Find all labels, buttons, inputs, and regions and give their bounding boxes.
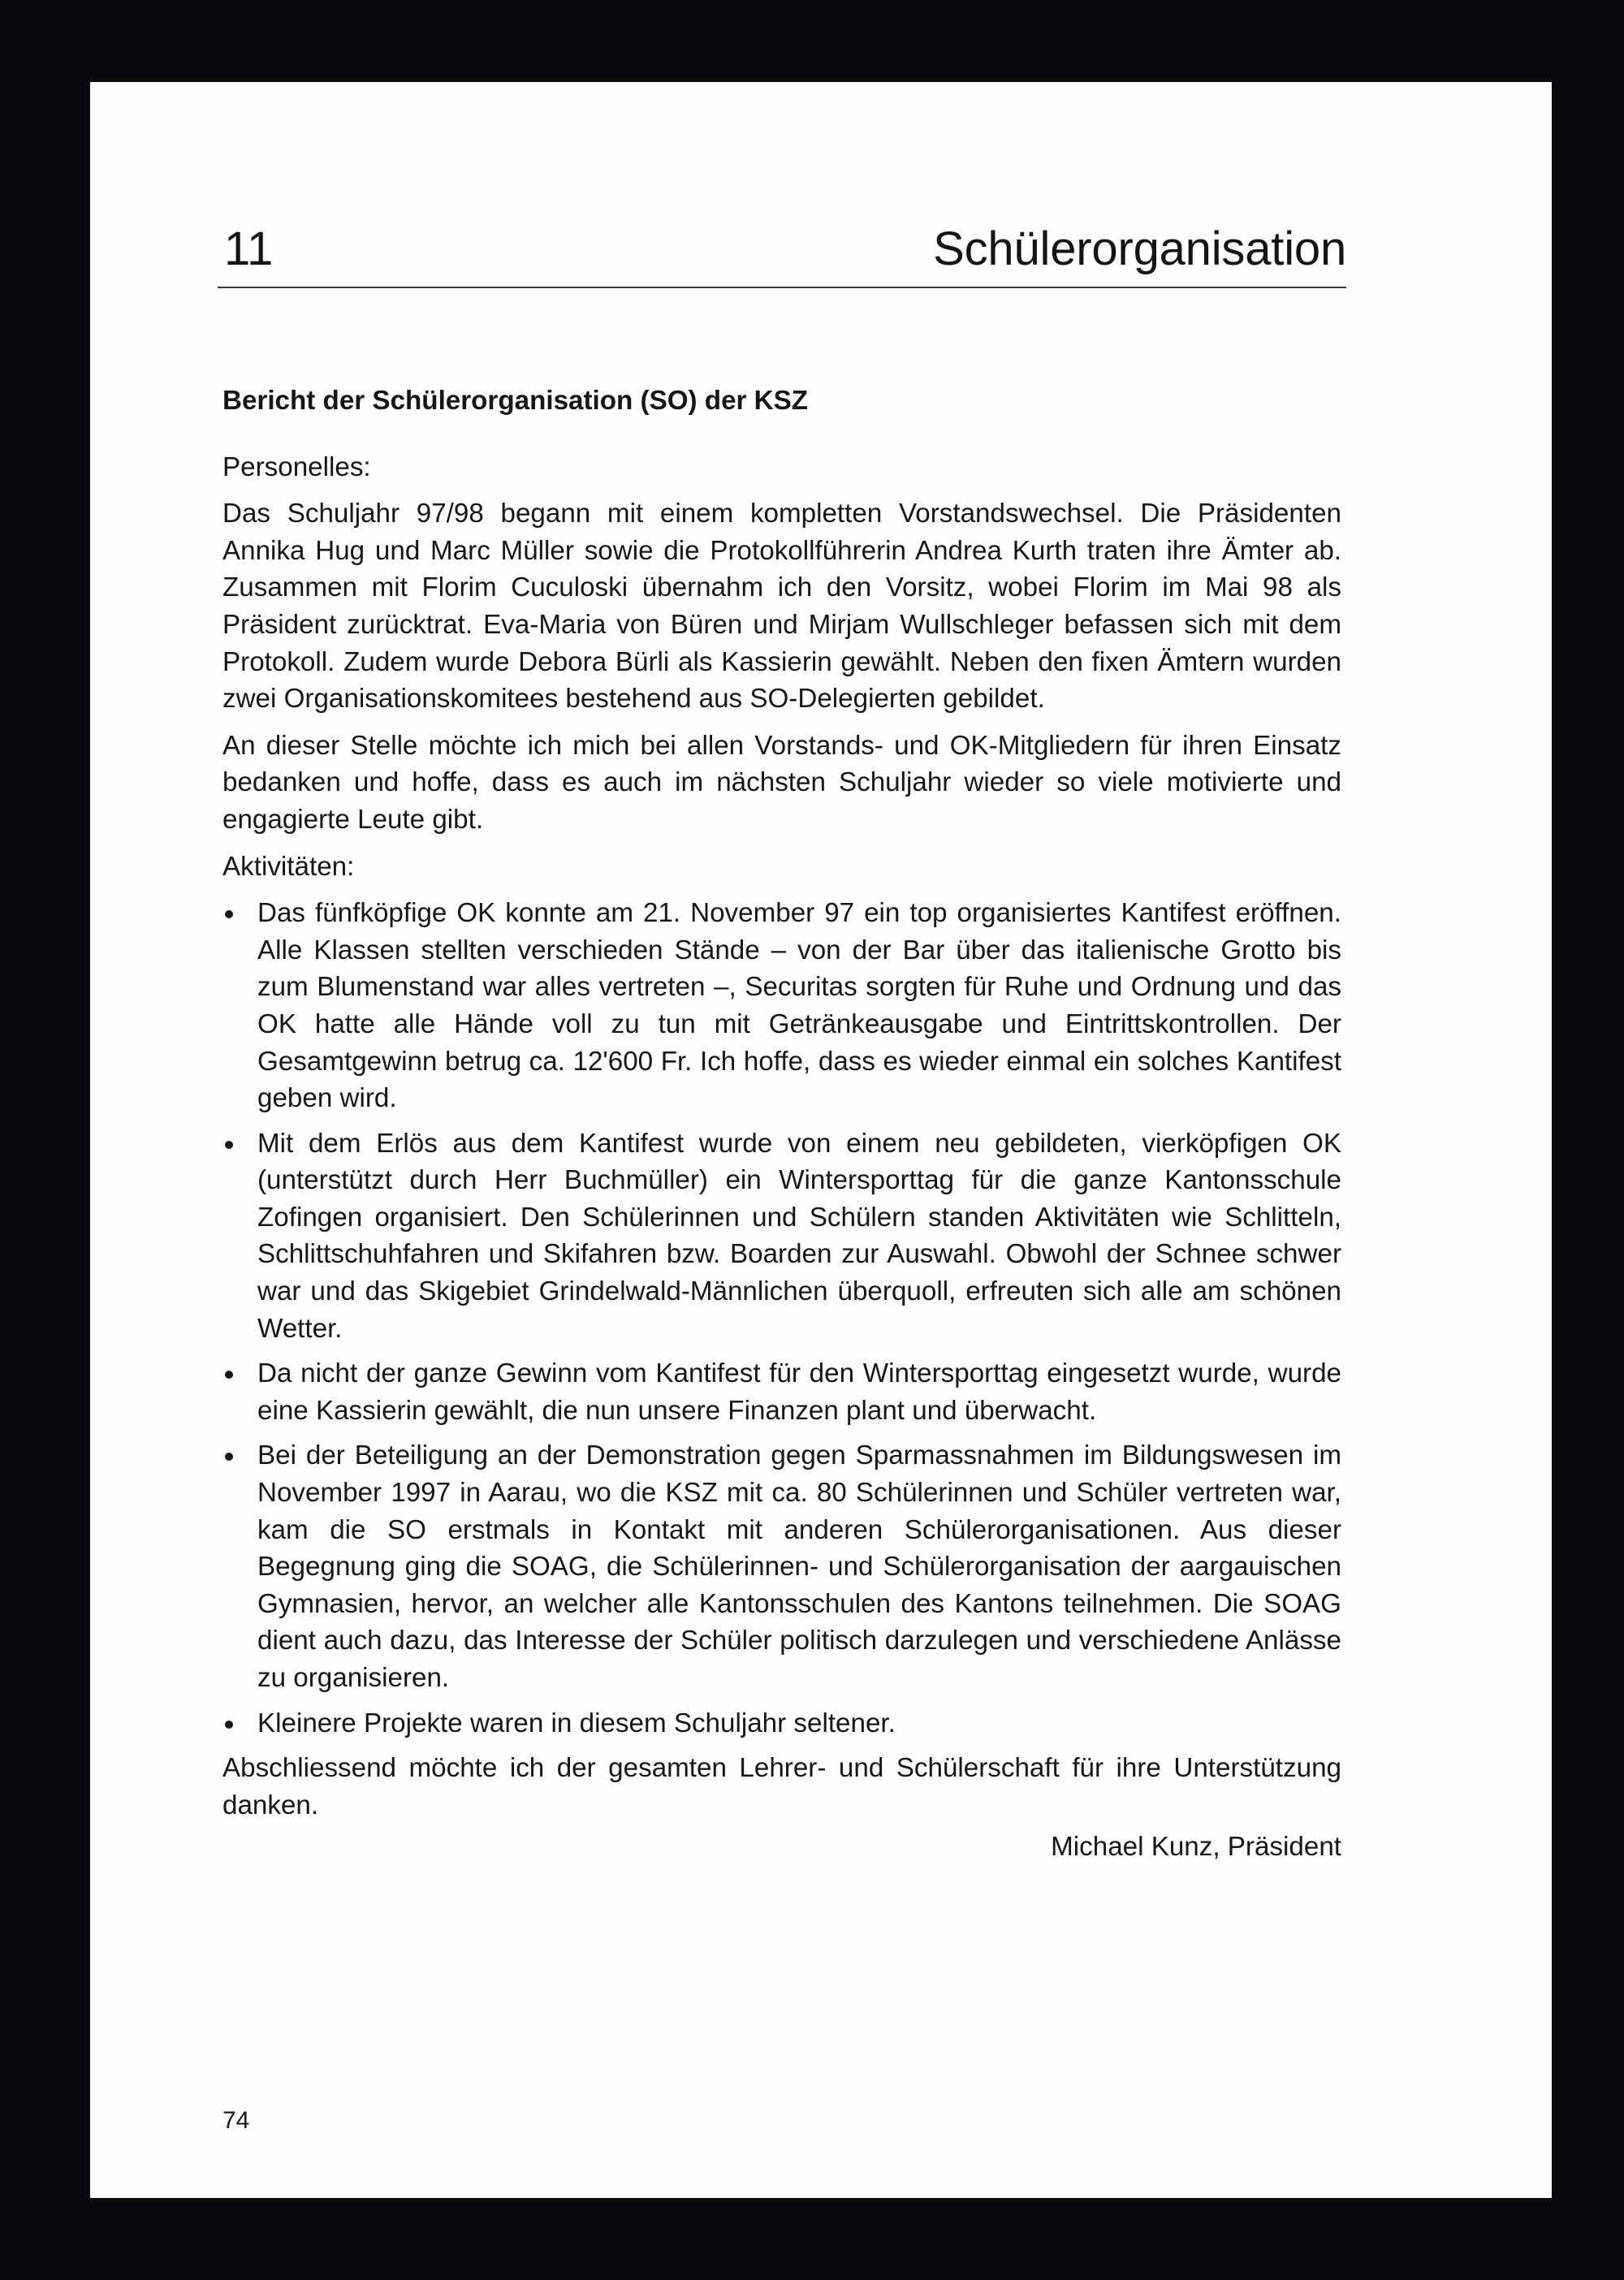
report-body <box>222 382 1341 1866</box>
list-item-text: Mit dem Erlös aus dem Kantifest wurde von einem neu gebildeten, vierköpfigen OK (unterstützt durch Herr Buchmüller) ein Wintersporttag für die ganze Kantonsschule Zofingen organisiert. Den Schülerinnen und Schülern standen Aktivitäten wie Schlitteln, Schlittschuhfahren und Skifahren bzw. Boarden zur Auswahl. Obwohl der Schnee schwer war und das Skigebiet Grindelwald-Männlichen überquoll, erfreuten sich alle am schönen Wetter. <box>257 1128 1341 1344</box>
closing-paragraph: Abschliessend möchte ich der gesamten Lehrer- und Schülerschaft für ihre Unterstützung danken. <box>222 1753 1341 1820</box>
header-divider <box>218 287 1346 288</box>
signature: Michael Kunz, Präsident <box>1051 1832 1341 1863</box>
paragraph-personnel-changes: Das Schuljahr 97/98 begann mit einem kompletten Vorstandswechsel. Die Präsidenten Annika Hug und Marc Müller sowie die Protokollführerin Andrea Kurth traten ihre Ämter ab. Zusammen mit Florim Cuculoski übernahm ich den Vorsitz, wobei Florim im Mai 98 als Präsident zurücktrat. Eva-Maria von Büren und Mirjam Wullschleger befassen sich mit dem Protokoll. Zudem wurde Debora Bürli als Kassierin gewählt. Neben den fixen Ämtern wurden zwei Organisationskomitees bestehend aus SO-Delegierten gebildet. <box>222 499 1341 715</box>
chapter-title: Schülerorganisation <box>933 222 1346 275</box>
list-item-text: Das fünfköpfige OK konnte am 21. November 97 ein top organisiertes Kantifest eröffnen. Alle Klassen stellten verschieden Stände – von der Bar über das italienische Grotto bis zum Blumenstand war alles vertreten –, Securitas sorgten für Ruhe und Ordnung und das OK hatte alle Hände voll zu tun mit Getränkeausgabe und Eintrittskontrollen. Der Gesamtgewinn betrug ca. 12'600 Fr. Ich hoffe, dass es wieder einmal ein solches Kantifest geben wird. <box>257 898 1341 1114</box>
chapter-number: 11 <box>224 222 274 275</box>
bullet-icon <box>225 910 233 918</box>
list-item <box>222 1355 1341 1429</box>
list-item <box>222 1125 1341 1348</box>
list-item <box>222 1437 1341 1696</box>
paragraph-thanks-members: An dieser Stelle möchte ich mich bei allen Vorstands- und OK-Mitgliedern für ihren Einsatz bedanken und hoffe, dass es auch im nächsten Schuljahr wieder so viele motivierte und engagierte Leute gibt. <box>222 730 1341 835</box>
page-number: 74 <box>222 2107 250 2134</box>
document-page <box>90 82 1552 2198</box>
section-label-activities: Aktivitäten: <box>222 851 355 882</box>
section-label-personnel: Personelles: <box>222 451 371 482</box>
activities-list <box>222 895 1341 1742</box>
list-item <box>222 895 1341 1117</box>
bullet-icon <box>225 1453 233 1461</box>
bullet-icon <box>225 1141 233 1149</box>
chapter-header <box>218 214 1346 289</box>
list-item-text: Kleinere Projekte waren in diesem Schuljahr seltener. <box>257 1708 896 1738</box>
bullet-icon <box>225 1371 233 1379</box>
list-item-text: Da nicht der ganze Gewinn vom Kantifest für den Wintersporttag eingesetzt wurde, wurde eine Kassierin gewählt, die nun unsere Finanzen plant und überwacht. <box>257 1358 1341 1426</box>
list-item-text: Bei der Beteiligung an der Demonstration gegen Sparmassnahmen im Bildungswesen im November 1997 in Aarau, wo die KSZ mit ca. 80 Schülerinnen und Schüler vertreten war, kam die SO erstmals in Kontakt mit anderen Schülerorganisationen. Aus dieser Begegnung ging die SOAG, die Schülerinnen- und Schülerorganisation der aargauischen Gymnasien, hervor, an welcher alle Kantonsschulen des Kantons teilnehmen. Die SOAG dient auch dazu, das Interesse der Schüler politisch darzulegen und verschiedene Anlässe zu organisieren. <box>257 1440 1341 1693</box>
list-item <box>222 1705 1341 1742</box>
report-title: Bericht der Schülerorganisation (SO) der KSZ <box>222 386 809 416</box>
bullet-icon <box>225 1721 233 1729</box>
